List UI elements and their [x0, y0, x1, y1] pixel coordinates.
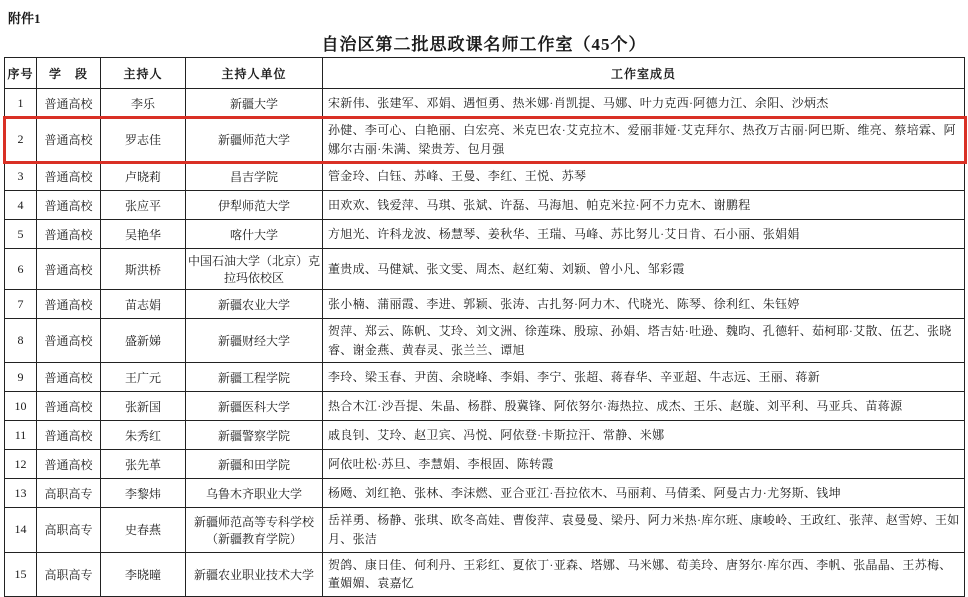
cell-members: 方旭光、许科龙波、杨慧琴、姜秋华、王瑞、马峰、苏比努儿·艾日肯、石小丽、张娟娟 [323, 220, 965, 249]
table-row [5, 363, 965, 392]
cell-host: 朱秀红 [101, 421, 186, 450]
table-row [5, 249, 965, 290]
cell-no: 5 [5, 220, 37, 249]
cell-stage: 普通高校 [37, 191, 101, 220]
table-row [5, 220, 965, 249]
cell-stage: 普通高校 [37, 89, 101, 118]
cell-stage: 普通高校 [37, 363, 101, 392]
cell-host: 李晓曈 [101, 552, 186, 596]
table-row [5, 89, 965, 118]
cell-no: 3 [5, 162, 37, 191]
cell-org: 中国石油大学（北京）克拉玛依校区 [186, 249, 323, 290]
cell-no: 13 [5, 479, 37, 508]
cell-org: 乌鲁木齐职业大学 [186, 479, 323, 508]
table-row-highlighted [5, 118, 965, 162]
cell-org: 新疆师范高等专科学校（新疆教育学院） [186, 508, 323, 552]
cell-no: 2 [5, 118, 37, 162]
cell-stage: 普通高校 [37, 392, 101, 421]
cell-no: 6 [5, 249, 37, 290]
cell-host: 李黎炜 [101, 479, 186, 508]
table-row [5, 290, 965, 319]
cell-members: 戚良钊、艾玲、赵卫宾、冯悦、阿依登·卡斯拉汗、常静、米娜 [323, 421, 965, 450]
cell-host: 王广元 [101, 363, 186, 392]
cell-stage: 普通高校 [37, 162, 101, 191]
cell-stage: 高职高专 [37, 508, 101, 552]
cell-stage: 普通高校 [37, 249, 101, 290]
cell-members: 田欢欢、钱爱萍、马琪、张斌、许磊、马海旭、帕克米拉·阿不力克木、谢鹏程 [323, 191, 965, 220]
cell-no: 1 [5, 89, 37, 118]
table-row [5, 191, 965, 220]
cell-host: 李乐 [101, 89, 186, 118]
cell-no: 12 [5, 450, 37, 479]
cell-members: 热合木江·沙吾提、朱晶、杨群、殷冀锋、阿依努尔·海热拉、成杰、王乐、赵璇、刘平利、马亚兵、苗蒋源 [323, 392, 965, 421]
table-header [5, 58, 965, 89]
table-row [5, 162, 965, 191]
cell-org: 昌吉学院 [186, 162, 323, 191]
cell-host: 苗志娟 [101, 290, 186, 319]
cell-org: 新疆农业大学 [186, 290, 323, 319]
cell-stage: 普通高校 [37, 118, 101, 162]
cell-org: 新疆和田学院 [186, 450, 323, 479]
cell-org: 新疆师范大学 [186, 118, 323, 162]
cell-org: 伊犁师范大学 [186, 191, 323, 220]
cell-host: 史春燕 [101, 508, 186, 552]
cell-no: 9 [5, 363, 37, 392]
cell-members: 管金玲、白钰、苏峰、王曼、李红、王悦、苏琴 [323, 162, 965, 191]
cell-org: 新疆警察学院 [186, 421, 323, 450]
cell-host: 卢晓莉 [101, 162, 186, 191]
header-row [5, 58, 965, 89]
header-no: 序号 [5, 58, 37, 89]
table-row [5, 319, 965, 363]
cell-stage: 高职高专 [37, 552, 101, 596]
cell-org: 新疆农业职业技术大学 [186, 552, 323, 596]
cell-members: 董贵成、马健斌、张文雯、周杰、赵红菊、刘颖、曾小凡、邹彩霞 [323, 249, 965, 290]
cell-host: 斯洪桥 [101, 249, 186, 290]
cell-members: 孙健、李可心、白艳丽、白宏亮、米克巴农·艾克拉木、爱丽菲娅·艾克拜尔、热孜万古丽·阿巴斯、维亮、蔡培霖、阿娜尔古丽·朱满、梁贵芳、包月强 [323, 118, 965, 162]
cell-no: 10 [5, 392, 37, 421]
cell-members: 贺鸽、康日佳、何利丹、王彩红、夏依丁·亚森、塔娜、马米娜、荀美玲、唐努尔·库尔西、李帆、张晶晶、王苏梅、董媚媚、袁嘉忆 [323, 552, 965, 596]
cell-org: 喀什大学 [186, 220, 323, 249]
cell-no: 8 [5, 319, 37, 363]
cell-stage: 普通高校 [37, 421, 101, 450]
table-row [5, 508, 965, 552]
cell-host: 盛新娣 [101, 319, 186, 363]
cell-host: 罗志佳 [101, 118, 186, 162]
cell-no: 4 [5, 191, 37, 220]
cell-stage: 普通高校 [37, 450, 101, 479]
table-row [5, 421, 965, 450]
cell-no: 11 [5, 421, 37, 450]
table-body [5, 89, 965, 597]
cell-stage: 高职高专 [37, 479, 101, 508]
page-title: 自治区第二批思政课名师工作室（45个） [321, 35, 647, 54]
cell-members: 贺萍、郑云、陈帆、艾玲、刘文洲、徐莲珠、殷琼、孙娟、塔吉姑·吐逊、魏昀、孔德轩、茹柯耶·艾散、伍艺、张晓睿、谢金燕、黄春灵、张兰兰、谭旭 [323, 319, 965, 363]
table-row [5, 450, 965, 479]
cell-no: 14 [5, 508, 37, 552]
attachment-label: 附件1 [8, 11, 41, 26]
cell-host: 吴艳华 [101, 220, 186, 249]
table-row [5, 479, 965, 508]
table-row [5, 552, 965, 596]
header-host: 主持人 [101, 58, 186, 89]
cell-host: 张先革 [101, 450, 186, 479]
header-stage: 学 段 [37, 58, 101, 89]
cell-stage: 普通高校 [37, 290, 101, 319]
cell-host: 张应平 [101, 191, 186, 220]
cell-members: 岳祥勇、杨静、张琪、欧冬高娃、曹俊萍、袁曼曼、梁丹、阿力米热·库尔班、康峻岭、王政红、张萍、赵雪婷、王如月、张洁 [323, 508, 965, 552]
cell-no: 15 [5, 552, 37, 596]
cell-org: 新疆大学 [186, 89, 323, 118]
cell-members: 杨飏、刘红艳、张林、李沫燃、亚合亚江·吾拉依木、马丽莉、马倩柔、阿曼古力·尤努斯、钱坤 [323, 479, 965, 508]
cell-org: 新疆工程学院 [186, 363, 323, 392]
cell-members: 阿依吐松·苏旦、李慧娟、李根固、陈转霞 [323, 450, 965, 479]
cell-members: 宋新伟、张建军、邓娟、遇恒勇、热米娜·肖凯提、马娜、叶力克西·阿德力江、余阳、沙炳杰 [323, 89, 965, 118]
studios-table [4, 57, 965, 597]
cell-org: 新疆财经大学 [186, 319, 323, 363]
cell-host: 张新国 [101, 392, 186, 421]
table-row [5, 392, 965, 421]
header-members: 工作室成员 [323, 58, 965, 89]
cell-no: 7 [5, 290, 37, 319]
cell-org: 新疆医科大学 [186, 392, 323, 421]
cell-members: 李玲、梁玉春、尹茵、余晓峰、李娟、李宁、张超、蒋春华、辛亚超、牛志远、王丽、蒋新 [323, 363, 965, 392]
cell-members: 张小楠、蒲丽霞、李进、郭颖、张涛、古扎努·阿力木、代晓光、陈琴、徐利红、朱钰婷 [323, 290, 965, 319]
header-org: 主持人单位 [186, 58, 323, 89]
cell-stage: 普通高校 [37, 220, 101, 249]
cell-stage: 普通高校 [37, 319, 101, 363]
